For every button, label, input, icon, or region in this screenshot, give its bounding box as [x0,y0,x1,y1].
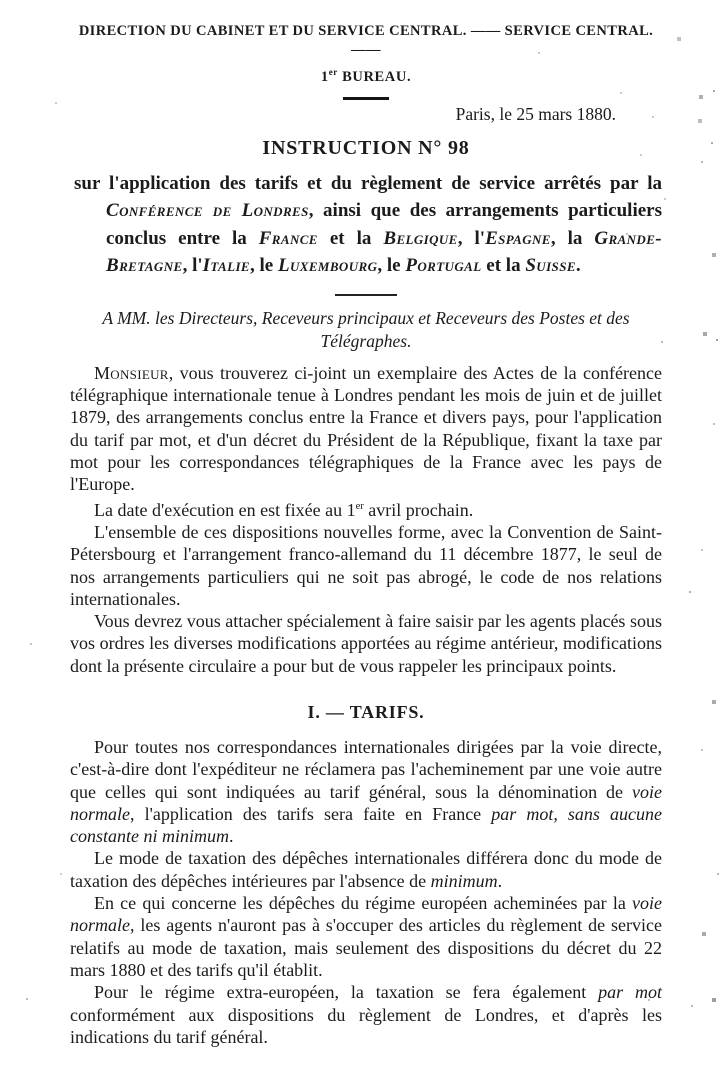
paragraph-text: Pour toutes nos correspondances internationales dirigées par la voie directe, c'est-à-dire dont l'expéditeur ne réclamera pas l'acheminement par une voie autre que celles qui sont indiquées au tarif général, sous la dénomination de [70,736,662,802]
paragraph-monsieur [70,362,662,496]
section-heading-tarifs: I. — TARIFS. [307,701,425,722]
subject-country-suisse: Suisse [525,255,576,277]
tarifs-paragraph-voie-directe [70,736,662,847]
paragraph-text: , vous trouverez ci-joint un exemplaire des Actes de la conférence télégraphique internationale tenue à Londres pendant les mois de juin et de juillet 1879, des arrangements conclus entre la France et divers pays, pour l'application du tarif par mot, et d'un décret du Président de la République, fixant la taxe par mot pour les correspondances télégraphiques de la France avec les pays de l'Europe. [70,362,662,495]
bureau-label: BUREAU. [337,68,412,85]
paragraph-vous-devrez: Vous devrez vous attacher spécialement à faire saisir par les agents placés sous vos ordres les diverses modifications apportées au régime antérieur, modifications dont la présente circulaire a pour but de vous rappeler les principaux points. [70,611,662,676]
tarifs-paragraph-regime-extra-europeen [70,981,662,1048]
paragraph-text: conformément aux dispositions du règlement de Londres, et d'après les indications du tarif général. [70,1004,662,1047]
subject-text: , l' [182,255,203,277]
bureau-line [70,67,662,86]
scan-noise-specks [0,0,2,2]
subject-text: , la [550,227,595,249]
voie-normale-italic: voie normale [70,893,662,936]
bureau-number: 1 [320,68,329,85]
ordinal-superscript: er [355,500,364,512]
dateline: Paris, le 25 mars 1880. [455,103,616,124]
department-line: DIRECTION DU CABINET ET DU SERVICE CENTRAL. —— SERVICE CENTRAL. —— [78,23,654,58]
voie-normale-italic: voie normale [70,781,662,824]
letter-body [70,362,662,1048]
instruction-title: INSTRUCTION N° 98 [262,136,470,159]
subject-country-portugal: Portugal [405,255,482,277]
paragraph-ensemble-dispositions: L'ensemble de ces dispositions nouvelles forme, avec la Convention de Saint-Pétersbourg et l'arrangement franco-allemand du 11 décembre 1877, le seul de nos arrangements particuliers qui ne soit pas abrogé, le code de nos relations internationales. [70,521,662,609]
subject-text: , le [377,255,406,277]
subject-country-grande-bretagne: Grande-Bretagne [106,227,662,277]
paragraph-date-execution [70,496,662,521]
subject-country-espagne: Espagne [485,227,551,249]
paragraph-text: , l'application des tarifs sera faite en France [130,803,492,824]
paragraph-text: Le mode de taxation des dépêches internationales différera donc du mode de taxation des dépêches intérieures par l'absence de [70,848,662,891]
paragraph-text: , les agents n'auront pas à s'occuper des articles du règlement de service relatifs au mode de taxation, mais seulement des dispositions du décret du 22 mars 1880 et des tarifs qu'il établit. [70,915,662,980]
tarifs-paragraph-mode-taxation [70,847,662,892]
tarifs-paragraph-regime-europeen [70,892,662,981]
subject-text: et la [481,255,526,277]
subject-text: , le [250,255,278,277]
subject-text: . [575,255,581,277]
bureau-ordinal: er [328,67,338,77]
salutation-line: A MM. les Directeurs, Receveurs principaux et Receveurs des Postes et des Télégraphes. [102,307,630,351]
paragraph-text: La date d'exécution en est fixée au 1 [94,499,356,520]
subject-conference-name: Conférence de Londres [106,200,309,222]
section-divider-rule [335,294,397,296]
subject-text: , l' [457,227,486,249]
paragraph-text: En ce qui concerne les dépêches du régime européen acheminées par la [94,893,633,914]
subject-country-france: France [258,227,318,249]
document-header [70,22,662,125]
par-mot-italic: par mot [598,982,662,1003]
paragraph-text: avril prochain. [363,499,474,520]
subject-text: et la [317,227,384,249]
subject-paragraph [74,170,662,280]
par-mot-italic: par mot, sans aucune constante ni minimum [70,803,663,847]
monsieur-smallcaps: Monsieur [94,362,169,383]
subject-country-luxembourg: Luxembourg [277,255,378,277]
paragraph-text: Pour le régime extra-européen, la taxation se fera également [94,982,599,1003]
minimum-italic: minimum [430,870,498,891]
paragraph-text: . [229,826,234,847]
paragraph-text: . [497,870,503,891]
subject-text: , ainsi que des arrangements particuliers conclus entre la [106,200,662,249]
subject-country-belgique: Belgique [383,227,458,249]
subject-text: sur l'application des tarifs et du règlement de service arrêtés par la [74,172,662,194]
divider-rule [343,97,389,100]
subject-country-italie: Italie [202,255,250,277]
